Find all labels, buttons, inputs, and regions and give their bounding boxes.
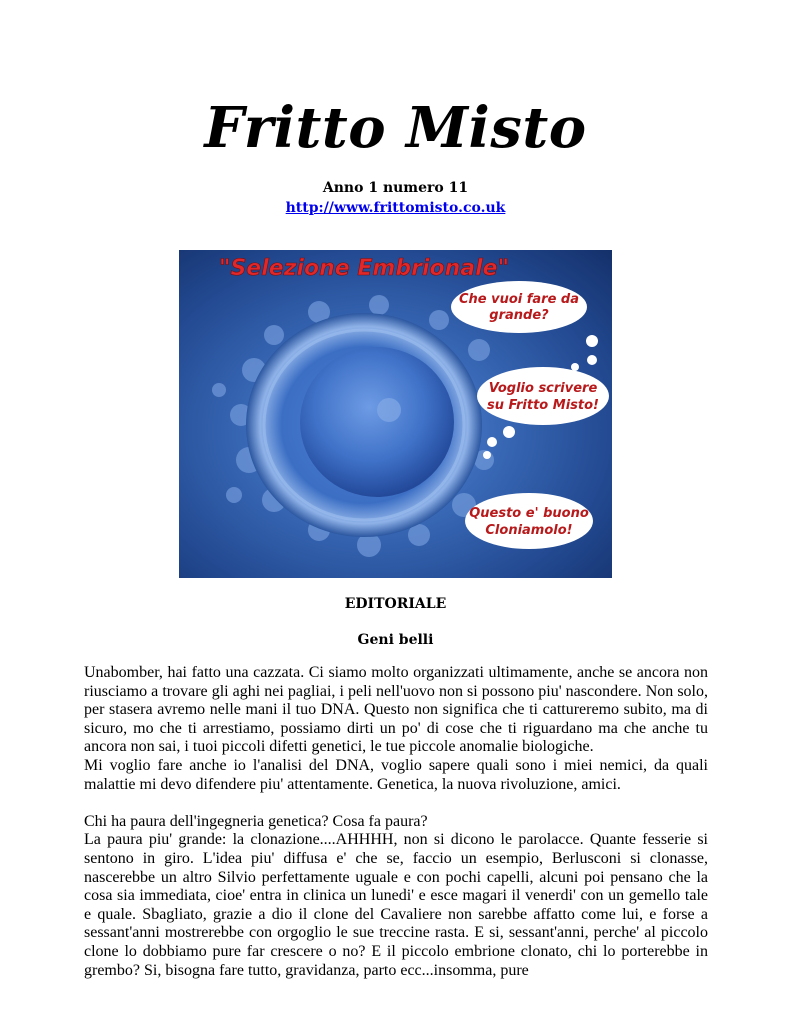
masthead-title: Fritto Misto: [204, 95, 587, 161]
svg-text:Questo e' buono: Questo e' buono: [469, 506, 589, 521]
hero-banner: "Selezione Embrionale": [219, 256, 510, 281]
article-paragraph: Unabomber, hai fatto una cazzata. Ci siamo molto organizzati ultimamente, anche se ancora non riusciamo a trovare gli aghi nei pagliai, i peli nell'uovo non si possono piu' nascondere. Non solo, per stasera avremo nelle mani il tuo DNA. Questo non significa che ti cattureremo subito, ma di sicuro, mo che ti arrestiamo, possiamo dirti un po' di cose che ti riguardano ma che anche tu ancora non sai, i tuoi piccoli difetti genetici, le tue piccole anomalie biologiche.: [84, 664, 708, 756]
svg-text:Che vuoi fare da: Che vuoi fare da: [458, 292, 580, 307]
embryo-illustration: [179, 250, 612, 578]
article-body: [84, 664, 708, 980]
svg-text:Voglio scrivere: Voglio scrivere: [488, 381, 598, 396]
svg-text:grande?: grande?: [489, 308, 549, 323]
issue-info: [0, 178, 791, 218]
svg-text:su Fritto Misto!: su Fritto Misto!: [487, 398, 599, 413]
thought-bubble-3: [465, 493, 593, 549]
svg-text:Cloniamolo!: Cloniamolo!: [485, 523, 573, 538]
thought-bubble-2: [477, 367, 609, 459]
hero-image: [179, 250, 612, 578]
article-paragraph: La paura piu' grande: la clonazione....AHHHH, non si dicono le parolacce. Quante fesserie si sentono in giro. L'idea piu' diffusa e' che se, faccio un esempio, Berlusconi si clonasse, nascerebbe un altro Silvio perfettamente uguale e con pochi capelli, alcuni poi pensano che la cosa sia immediata, cioe' entra in clinica un lunedi' e esce magari il venerdi' con un gemello tale e quale. Sbagliato, grazie a dio il clone del Cavaliere non sarebbe affatto come lui, e forse a sessant'anni mostrerebbe con orgoglio le sue treccine rasta. E si, sessant'anni, perche' al piccolo clone lo dobbiamo pure far crescere o no? E il piccolo embrione clonato, chi lo porterebbe in grembo? Si, bisogna fare tutto, gravidanza, parto ecc...insomma, pure: [84, 831, 708, 979]
section-label: EDITORIALE: [344, 596, 447, 612]
website-link[interactable]: http://www.frittomisto.co.uk: [285, 200, 506, 216]
article-headline: Geni belli: [357, 632, 434, 648]
issue-number: Anno 1 numero 11: [322, 180, 469, 196]
article-paragraph: Mi voglio fare anche io l'analisi del DNA, voglio sapere quali sono i miei nemici, da quali malattie mi devo difendere piu' attentamente. Genetica, la nuova rivoluzione, amici.: [84, 756, 708, 793]
article-paragraph: Chi ha paura dell'ingegneria genetica? Cosa fa paura?: [84, 812, 428, 830]
ovum-cell: [300, 347, 454, 497]
